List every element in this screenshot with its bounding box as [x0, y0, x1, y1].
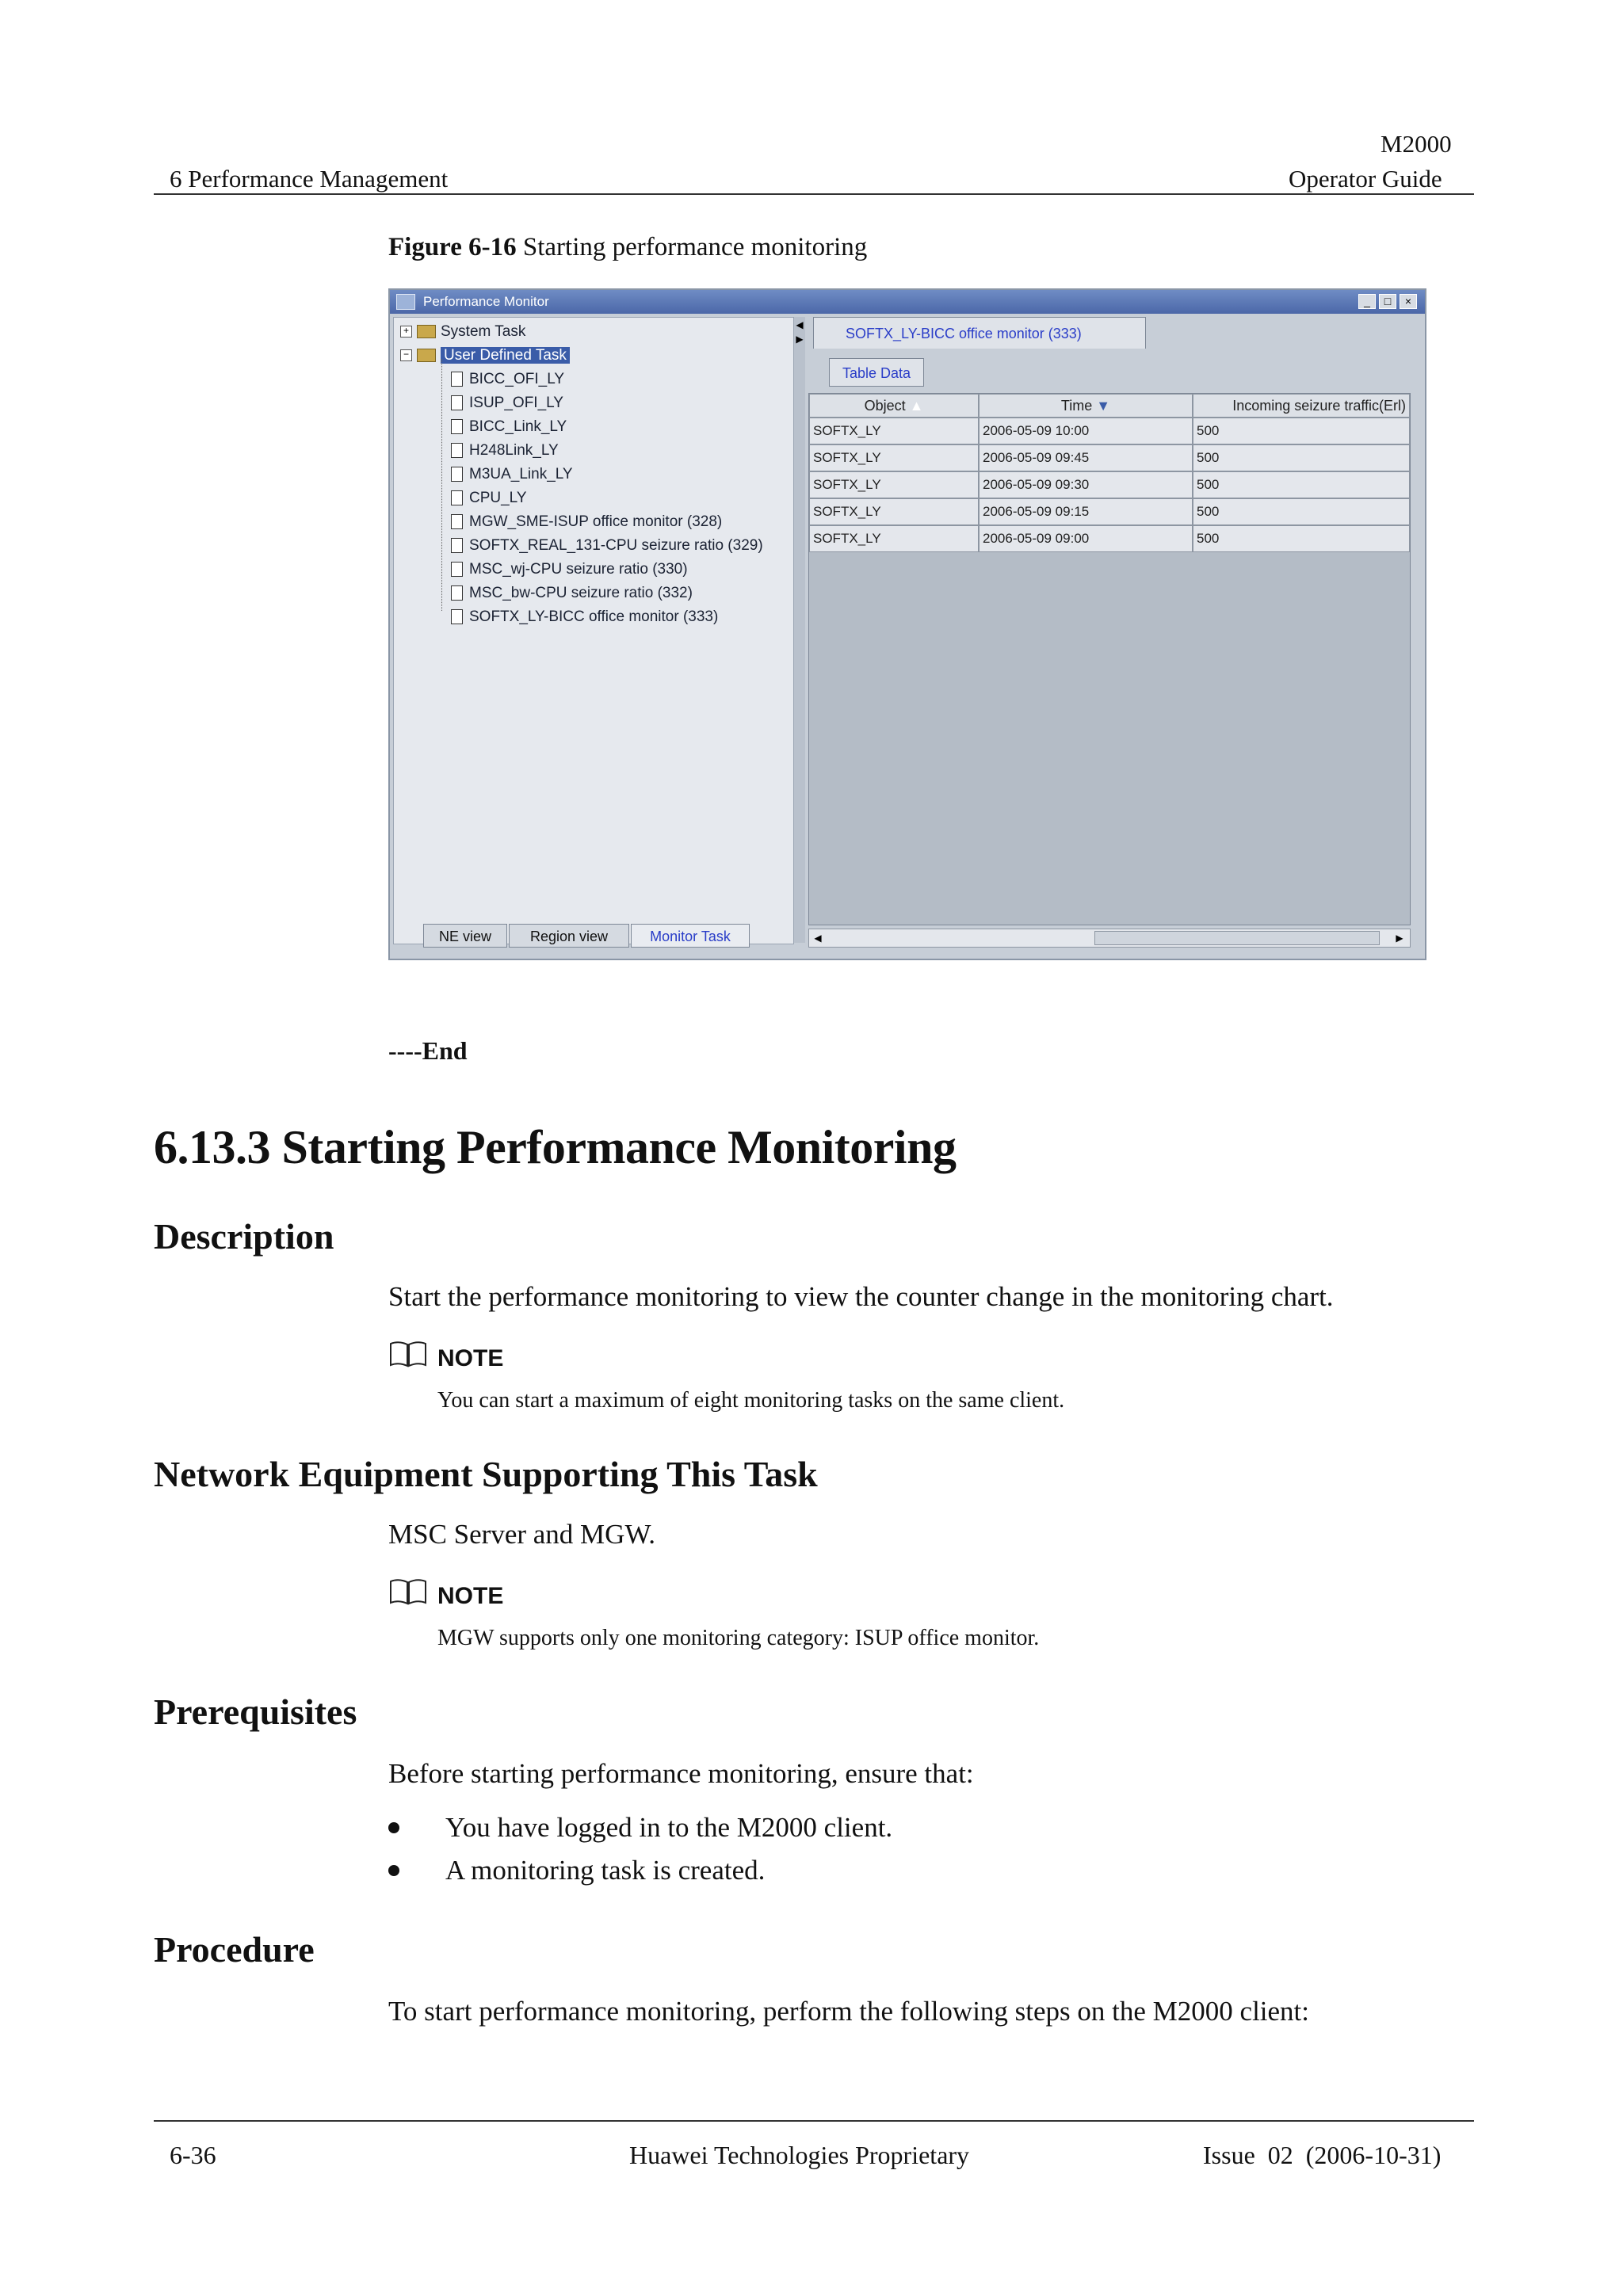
- document-icon: [451, 609, 463, 624]
- folder-icon: [417, 325, 436, 338]
- network-text: MSC Server and MGW.: [388, 1519, 656, 1550]
- tab-ne-view[interactable]: NE view: [423, 924, 507, 948]
- table-cell[interactable]: 500: [1193, 498, 1410, 525]
- tree-item[interactable]: MSC_wj-CPU seizure ratio (330): [451, 559, 688, 581]
- scroll-left-icon[interactable]: ◀: [814, 933, 822, 944]
- procedure-text: To start performance monitoring, perform the following steps on the M2000 client:: [388, 1996, 1310, 2027]
- scroll-right-icon[interactable]: ▶: [1396, 933, 1403, 944]
- description-text: Start the performance monitoring to view the counter change in the monitoring chart.: [388, 1281, 1334, 1312]
- table-cell[interactable]: 2006-05-09 09:15: [979, 498, 1193, 525]
- document-icon: [451, 419, 463, 434]
- end-marker: ----End: [388, 1036, 468, 1065]
- close-icon[interactable]: ×: [1400, 294, 1417, 309]
- note-text: You can start a maximum of eight monitoring tasks on the same client.: [437, 1388, 1065, 1413]
- task-tree-pane: [393, 317, 794, 944]
- scroll-thumb[interactable]: [1094, 931, 1380, 945]
- document-icon: [451, 467, 463, 482]
- table-cell[interactable]: SOFTX_LY: [809, 418, 979, 444]
- app-icon: [396, 294, 415, 310]
- minimize-icon[interactable]: _: [1358, 294, 1376, 309]
- tree-item[interactable]: ISUP_OFI_LY: [451, 392, 563, 414]
- horizontal-scrollbar[interactable]: [808, 929, 1411, 948]
- maximize-icon[interactable]: □: [1379, 294, 1396, 309]
- prerequisites-intro: Before starting performance monitoring, ensure that:: [388, 1758, 974, 1789]
- section-title: 6.13.3 Starting Performance Monitoring: [154, 1121, 957, 1173]
- table-cell[interactable]: 500: [1193, 471, 1410, 498]
- performance-monitor-window: [388, 288, 1426, 960]
- book-icon: [388, 1578, 428, 1605]
- tree-item[interactable]: SOFTX_REAL_131-CPU seizure ratio (329): [451, 535, 763, 557]
- table-cell[interactable]: 2006-05-09 09:00: [979, 525, 1193, 552]
- tree-item[interactable]: BICC_Link_LY: [451, 416, 567, 438]
- window-title: Performance Monitor: [423, 294, 549, 309]
- table-cell[interactable]: 500: [1193, 418, 1410, 444]
- pane-splitter[interactable]: [794, 317, 805, 943]
- sort-desc-icon: ▼: [1096, 398, 1111, 414]
- note-label: NOTE: [437, 1583, 504, 1609]
- window-title-bar: [390, 290, 1425, 314]
- procedure-heading: Procedure: [154, 1929, 315, 1970]
- arrow-right-icon[interactable]: ▶: [796, 334, 804, 345]
- table-cell[interactable]: SOFTX_LY: [809, 525, 979, 552]
- tab-monitor-task[interactable]: Monitor Task: [631, 924, 750, 948]
- document-icon: [451, 585, 463, 601]
- tree-item[interactable]: BICC_OFI_LY: [451, 368, 564, 391]
- tree-item[interactable]: M3UA_Link_LY: [451, 463, 573, 486]
- table-cell[interactable]: SOFTX_LY: [809, 444, 979, 471]
- column-header-time[interactable]: Time ▼: [979, 394, 1193, 418]
- footer-page-number: 6-36: [170, 2141, 216, 2169]
- footer-rule: [154, 2120, 1474, 2122]
- monitor-data-table: [808, 393, 1411, 925]
- document-icon: [451, 395, 463, 410]
- monitor-detail-pane: [805, 317, 1425, 959]
- figure-label: Figure 6-16: [388, 233, 517, 261]
- table-cell[interactable]: 2006-05-09 09:30: [979, 471, 1193, 498]
- collapse-icon[interactable]: −: [400, 349, 412, 361]
- bullet-icon: [388, 1822, 399, 1833]
- header-doc-type: Operator Guide: [1289, 165, 1442, 193]
- note-text: MGW supports only one monitoring category: ISUP office monitor.: [437, 1626, 1040, 1650]
- bullet-icon: [388, 1865, 399, 1876]
- table-cell[interactable]: 2006-05-09 10:00: [979, 418, 1193, 444]
- bottom-tab-bar: [390, 921, 794, 949]
- document-icon: [451, 538, 463, 553]
- network-heading: Network Equipment Supporting This Task: [154, 1454, 818, 1494]
- header-product: M2000: [1381, 130, 1452, 158]
- tab-region-view[interactable]: Region view: [509, 924, 629, 948]
- document-icon: [451, 562, 463, 577]
- book-icon: [388, 1341, 428, 1367]
- tree-item[interactable]: SOFTX_LY-BICC office monitor (333): [451, 606, 718, 628]
- expand-icon[interactable]: +: [400, 326, 412, 338]
- table-cell[interactable]: 500: [1193, 525, 1410, 552]
- footer-issue: Issue 02 (2006-10-31): [1203, 2141, 1442, 2169]
- tree-root-user-defined-task[interactable]: − User Defined Task: [400, 345, 570, 367]
- header-rule: [154, 193, 1474, 195]
- tab-monitor-task-active[interactable]: SOFTX_LY-BICC office monitor (333): [813, 317, 1146, 349]
- open-folder-icon: [417, 349, 436, 362]
- document-icon: [451, 514, 463, 529]
- figure-caption-text: Starting performance monitoring: [522, 233, 868, 261]
- document-icon: [451, 443, 463, 458]
- prerequisites-heading: Prerequisites: [154, 1691, 357, 1732]
- column-header-incoming-seizure-traffic[interactable]: Incoming seizure traffic(Erl): [1193, 394, 1410, 418]
- description-heading: Description: [154, 1216, 334, 1257]
- footer-proprietary: Huawei Technologies Proprietary: [629, 2141, 970, 2169]
- list-item: A monitoring task is created.: [445, 1855, 766, 1886]
- tree-item[interactable]: MGW_SME-ISUP office monitor (328): [451, 511, 722, 533]
- document-icon: [451, 372, 463, 387]
- figure-caption: [388, 233, 867, 262]
- tree-root-system-task[interactable]: + System Task: [400, 321, 525, 343]
- table-cell[interactable]: SOFTX_LY: [809, 498, 979, 525]
- table-cell[interactable]: SOFTX_LY: [809, 471, 979, 498]
- tab-table-data[interactable]: Table Data: [829, 358, 924, 387]
- tree-connector: [441, 359, 442, 611]
- document-icon: [451, 490, 463, 505]
- header-chapter: 6 Performance Management: [170, 165, 449, 193]
- list-item: You have logged in to the M2000 client.: [445, 1812, 893, 1843]
- tree-item[interactable]: H248Link_LY: [451, 440, 559, 462]
- tree-item[interactable]: MSC_bw-CPU seizure ratio (332): [451, 582, 693, 605]
- note-label: NOTE: [437, 1345, 504, 1371]
- column-header-object[interactable]: Object ▲: [809, 394, 979, 418]
- tree-item[interactable]: CPU_LY: [451, 487, 527, 509]
- table-cell[interactable]: 2006-05-09 09:45: [979, 444, 1193, 471]
- table-cell[interactable]: 500: [1193, 444, 1410, 471]
- arrow-left-icon[interactable]: ◀: [796, 319, 804, 330]
- sort-asc-icon: ▲: [909, 398, 924, 414]
